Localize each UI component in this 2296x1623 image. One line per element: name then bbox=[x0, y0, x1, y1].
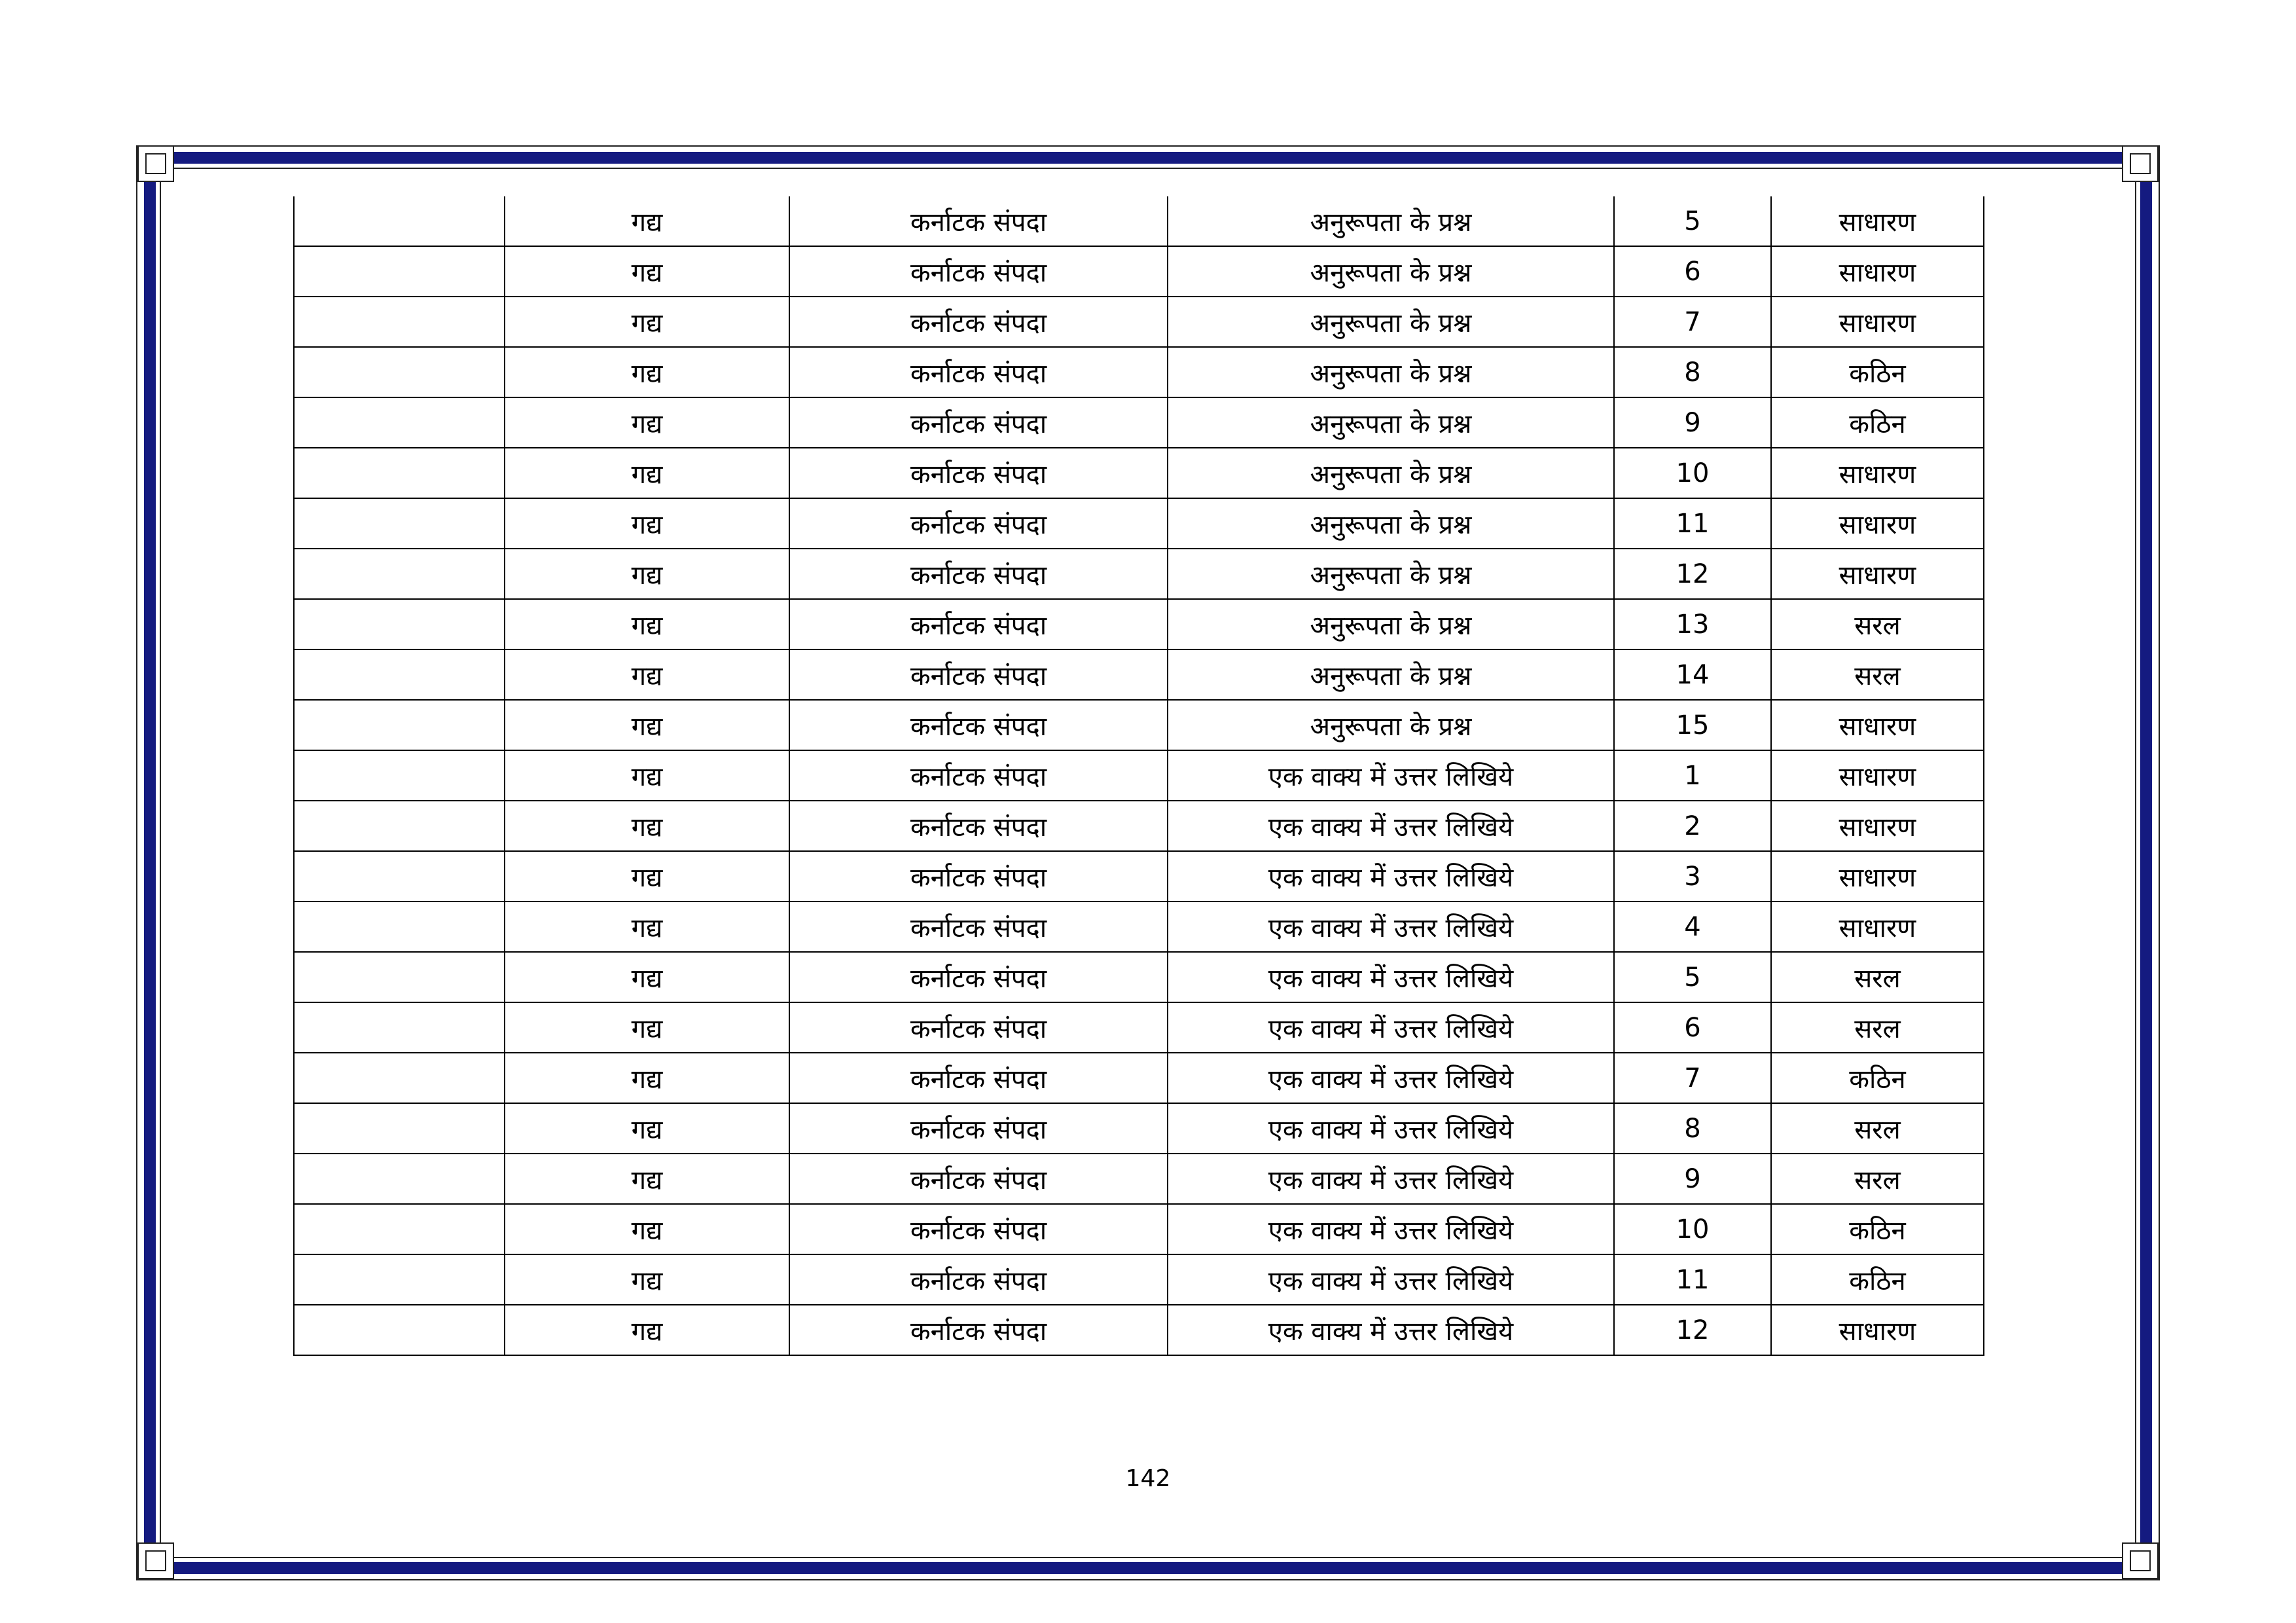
genre-cell: गद्य bbox=[505, 1002, 789, 1053]
difficulty-cell: सरल bbox=[1771, 1154, 1984, 1204]
blank-cell bbox=[294, 1154, 505, 1204]
blank-cell bbox=[294, 549, 505, 599]
blank-cell bbox=[294, 801, 505, 851]
question-number-cell: 14 bbox=[1614, 649, 1771, 700]
chapter-cell: कर्नाटक संपदा bbox=[789, 1204, 1168, 1254]
blank-cell bbox=[294, 1053, 505, 1103]
table-row bbox=[294, 1002, 1984, 1053]
genre-cell: गद्य bbox=[505, 750, 789, 801]
blank-cell bbox=[294, 196, 505, 246]
blank-cell bbox=[294, 599, 505, 649]
chapter-cell: कर्नाटक संपदा bbox=[789, 196, 1168, 246]
blank-cell bbox=[294, 750, 505, 801]
question-type-cell: अनुरूपता के प्रश्न bbox=[1168, 448, 1614, 498]
table-row bbox=[294, 649, 1984, 700]
question-number-cell: 5 bbox=[1614, 196, 1771, 246]
blank-cell bbox=[294, 1002, 505, 1053]
genre-cell: गद्य bbox=[505, 196, 789, 246]
question-type-cell: एक वाक्य में उत्तर लिखिये bbox=[1168, 1154, 1614, 1204]
question-type-cell: एक वाक्य में उत्तर लिखिये bbox=[1168, 851, 1614, 902]
table-row bbox=[294, 700, 1984, 750]
difficulty-cell: साधारण bbox=[1771, 549, 1984, 599]
table-row bbox=[294, 448, 1984, 498]
table-row bbox=[294, 1204, 1984, 1254]
page-number: 142 bbox=[1125, 1465, 1171, 1492]
blank-cell bbox=[294, 1254, 505, 1305]
table-row bbox=[294, 801, 1984, 851]
question-number-cell: 3 bbox=[1614, 851, 1771, 902]
blank-cell bbox=[294, 1103, 505, 1154]
chapter-cell: कर्नाटक संपदा bbox=[789, 1254, 1168, 1305]
question-type-cell: अनुरूपता के प्रश्न bbox=[1168, 599, 1614, 649]
genre-cell: गद्य bbox=[505, 952, 789, 1002]
question-number-cell: 7 bbox=[1614, 1053, 1771, 1103]
question-number-cell: 9 bbox=[1614, 1154, 1771, 1204]
question-number-cell: 12 bbox=[1614, 549, 1771, 599]
table-row bbox=[294, 599, 1984, 649]
chapter-cell: कर्नाटक संपदा bbox=[789, 297, 1168, 347]
difficulty-cell: कठिन bbox=[1771, 1254, 1984, 1305]
question-number-cell: 15 bbox=[1614, 700, 1771, 750]
difficulty-cell: साधारण bbox=[1771, 851, 1984, 902]
difficulty-cell: साधारण bbox=[1771, 246, 1984, 297]
chapter-cell: कर्नाटक संपदा bbox=[789, 599, 1168, 649]
difficulty-cell: कठिन bbox=[1771, 397, 1984, 448]
question-number-cell: 8 bbox=[1614, 1103, 1771, 1154]
question-type-cell: अनुरूपता के प्रश्न bbox=[1168, 196, 1614, 246]
question-number-cell: 4 bbox=[1614, 902, 1771, 952]
question-number-cell: 10 bbox=[1614, 448, 1771, 498]
genre-cell: गद्य bbox=[505, 297, 789, 347]
blank-cell bbox=[294, 1305, 505, 1355]
genre-cell: गद्य bbox=[505, 649, 789, 700]
question-type-cell: अनुरूपता के प्रश्न bbox=[1168, 297, 1614, 347]
chapter-cell: कर्नाटक संपदा bbox=[789, 1103, 1168, 1154]
question-type-cell: एक वाक्य में उत्तर लिखिये bbox=[1168, 1254, 1614, 1305]
difficulty-cell: साधारण bbox=[1771, 1305, 1984, 1355]
chapter-cell: कर्नाटक संपदा bbox=[789, 1154, 1168, 1204]
table-row bbox=[294, 1305, 1984, 1355]
genre-cell: गद्य bbox=[505, 1154, 789, 1204]
chapter-cell: कर्नाटक संपदा bbox=[789, 649, 1168, 700]
chapter-cell: कर्नाटक संपदा bbox=[789, 952, 1168, 1002]
genre-cell: गद्य bbox=[505, 902, 789, 952]
chapter-cell: कर्नाटक संपदा bbox=[789, 1053, 1168, 1103]
difficulty-cell: कठिन bbox=[1771, 1053, 1984, 1103]
question-number-cell: 9 bbox=[1614, 397, 1771, 448]
chapter-cell: कर्नाटक संपदा bbox=[789, 397, 1168, 448]
difficulty-cell: कठिन bbox=[1771, 347, 1984, 397]
question-type-cell: अनुरूपता के प्रश्न bbox=[1168, 397, 1614, 448]
genre-cell: गद्य bbox=[505, 1254, 789, 1305]
table-row bbox=[294, 347, 1984, 397]
question-number-cell: 5 bbox=[1614, 952, 1771, 1002]
question-type-cell: एक वाक्य में उत्तर लिखिये bbox=[1168, 902, 1614, 952]
difficulty-cell: सरल bbox=[1771, 1103, 1984, 1154]
table-row bbox=[294, 246, 1984, 297]
question-type-cell: अनुरूपता के प्रश्न bbox=[1168, 549, 1614, 599]
corner-ornament-top-right bbox=[2122, 145, 2159, 182]
corner-ornament-top-left bbox=[137, 145, 174, 182]
blank-cell bbox=[294, 649, 505, 700]
difficulty-cell: साधारण bbox=[1771, 448, 1984, 498]
chapter-cell: कर्नाटक संपदा bbox=[789, 246, 1168, 297]
genre-cell: गद्य bbox=[505, 397, 789, 448]
chapter-cell: कर्नाटक संपदा bbox=[789, 902, 1168, 952]
question-number-cell: 11 bbox=[1614, 1254, 1771, 1305]
blank-cell bbox=[294, 246, 505, 297]
table-row bbox=[294, 750, 1984, 801]
difficulty-cell: साधारण bbox=[1771, 902, 1984, 952]
genre-cell: गद्य bbox=[505, 599, 789, 649]
question-number-cell: 13 bbox=[1614, 599, 1771, 649]
question-type-cell: एक वाक्य में उत्तर लिखिये bbox=[1168, 1103, 1614, 1154]
table-row bbox=[294, 1154, 1984, 1204]
genre-cell: गद्य bbox=[505, 448, 789, 498]
difficulty-cell: साधारण bbox=[1771, 700, 1984, 750]
table-row bbox=[294, 902, 1984, 952]
question-number-cell: 6 bbox=[1614, 246, 1771, 297]
chapter-cell: कर्नाटक संपदा bbox=[789, 700, 1168, 750]
genre-cell: गद्य bbox=[505, 498, 789, 549]
table-row bbox=[294, 1103, 1984, 1154]
table-row bbox=[294, 549, 1984, 599]
blank-cell bbox=[294, 851, 505, 902]
chapter-cell: कर्नाटक संपदा bbox=[789, 448, 1168, 498]
question-type-cell: एक वाक्य में उत्तर लिखिये bbox=[1168, 801, 1614, 851]
question-type-cell: एक वाक्य में उत्तर लिखिये bbox=[1168, 750, 1614, 801]
chapter-cell: कर्नाटक संपदा bbox=[789, 851, 1168, 902]
question-type-cell: अनुरूपता के प्रश्न bbox=[1168, 700, 1614, 750]
chapter-cell: कर्नाटक संपदा bbox=[789, 498, 1168, 549]
genre-cell: गद्य bbox=[505, 700, 789, 750]
genre-cell: गद्य bbox=[505, 851, 789, 902]
table-row bbox=[294, 1254, 1984, 1305]
blank-cell bbox=[294, 297, 505, 347]
genre-cell: गद्य bbox=[505, 549, 789, 599]
question-number-cell: 10 bbox=[1614, 1204, 1771, 1254]
difficulty-cell: सरल bbox=[1771, 599, 1984, 649]
chapter-cell: कर्नाटक संपदा bbox=[789, 1305, 1168, 1355]
difficulty-cell: सरल bbox=[1771, 952, 1984, 1002]
chapter-cell: कर्नाटक संपदा bbox=[789, 549, 1168, 599]
table-row bbox=[294, 297, 1984, 347]
chapter-cell: कर्नाटक संपदा bbox=[789, 347, 1168, 397]
question-number-cell: 12 bbox=[1614, 1305, 1771, 1355]
genre-cell: गद्य bbox=[505, 1204, 789, 1254]
question-number-cell: 1 bbox=[1614, 750, 1771, 801]
blank-cell bbox=[294, 498, 505, 549]
question-table bbox=[293, 196, 1984, 1356]
blank-cell bbox=[294, 902, 505, 952]
question-type-cell: अनुरूपता के प्रश्न bbox=[1168, 246, 1614, 297]
difficulty-cell: कठिन bbox=[1771, 1204, 1984, 1254]
question-type-cell: एक वाक्य में उत्तर लिखिये bbox=[1168, 1305, 1614, 1355]
question-number-cell: 7 bbox=[1614, 297, 1771, 347]
genre-cell: गद्य bbox=[505, 1053, 789, 1103]
genre-cell: गद्य bbox=[505, 801, 789, 851]
difficulty-cell: सरल bbox=[1771, 1002, 1984, 1053]
genre-cell: गद्य bbox=[505, 246, 789, 297]
difficulty-cell: साधारण bbox=[1771, 297, 1984, 347]
question-type-cell: अनुरूपता के प्रश्न bbox=[1168, 347, 1614, 397]
genre-cell: गद्य bbox=[505, 1305, 789, 1355]
table-row bbox=[294, 397, 1984, 448]
difficulty-cell: साधारण bbox=[1771, 801, 1984, 851]
blank-cell bbox=[294, 1204, 505, 1254]
question-type-cell: एक वाक्य में उत्तर लिखिये bbox=[1168, 1002, 1614, 1053]
table-row bbox=[294, 498, 1984, 549]
question-type-cell: एक वाक्य में उत्तर लिखिये bbox=[1168, 1204, 1614, 1254]
genre-cell: गद्य bbox=[505, 347, 789, 397]
genre-cell: गद्य bbox=[505, 1103, 789, 1154]
question-type-cell: एक वाक्य में उत्तर लिखिये bbox=[1168, 952, 1614, 1002]
question-number-cell: 6 bbox=[1614, 1002, 1771, 1053]
table-row bbox=[294, 196, 1984, 246]
blank-cell bbox=[294, 952, 505, 1002]
difficulty-cell: सरल bbox=[1771, 649, 1984, 700]
difficulty-cell: साधारण bbox=[1771, 750, 1984, 801]
table-row bbox=[294, 1053, 1984, 1103]
blank-cell bbox=[294, 347, 505, 397]
blank-cell bbox=[294, 397, 505, 448]
difficulty-cell: साधारण bbox=[1771, 498, 1984, 549]
chapter-cell: कर्नाटक संपदा bbox=[789, 801, 1168, 851]
table-row bbox=[294, 851, 1984, 902]
difficulty-cell: साधारण bbox=[1771, 196, 1984, 246]
chapter-cell: कर्नाटक संपदा bbox=[789, 1002, 1168, 1053]
corner-ornament-bottom-right bbox=[2122, 1542, 2159, 1579]
blank-cell bbox=[294, 700, 505, 750]
chapter-cell: कर्नाटक संपदा bbox=[789, 750, 1168, 801]
question-number-cell: 11 bbox=[1614, 498, 1771, 549]
corner-ornament-bottom-left bbox=[137, 1542, 174, 1579]
question-number-cell: 8 bbox=[1614, 347, 1771, 397]
question-type-cell: अनुरूपता के प्रश्न bbox=[1168, 498, 1614, 549]
table-row bbox=[294, 952, 1984, 1002]
blank-cell bbox=[294, 448, 505, 498]
question-number-cell: 2 bbox=[1614, 801, 1771, 851]
question-type-cell: अनुरूपता के प्रश्न bbox=[1168, 649, 1614, 700]
question-type-cell: एक वाक्य में उत्तर लिखिये bbox=[1168, 1053, 1614, 1103]
